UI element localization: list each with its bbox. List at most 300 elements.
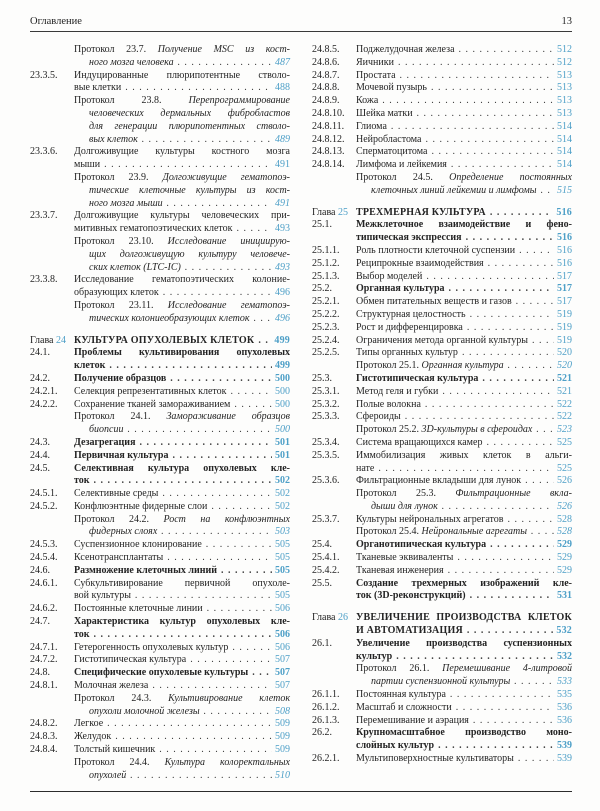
page-ref: 517	[557, 270, 572, 282]
dot-leader	[470, 309, 554, 322]
entry-number: 26.1.3.	[312, 714, 340, 726]
page-ref: 493	[275, 223, 290, 235]
dot-leader	[518, 753, 554, 766]
entry-text: Система вращающихся камер	[356, 436, 483, 448]
dot-leader	[456, 702, 554, 715]
page-ref: 505	[275, 590, 290, 602]
entry-text-line	[74, 463, 290, 476]
entry-text-line	[74, 706, 290, 719]
entry-text-line	[356, 625, 572, 638]
entry-text-line	[74, 552, 290, 565]
entry-text-line	[74, 514, 290, 527]
toc-item-entry	[312, 539, 572, 552]
entry-text-line	[356, 146, 572, 159]
entry-text: партии суспензионной культуры	[371, 676, 511, 688]
page-ref: 508	[275, 705, 290, 717]
toc-item-entry	[30, 274, 290, 300]
entry-text: Перемешивание и аэрация	[356, 714, 469, 726]
toc-protocol-entry	[30, 236, 290, 274]
entry-text: Долгоживущие культуры человеческих при-	[74, 210, 290, 222]
dot-leader	[531, 526, 554, 539]
entry-number: 25.2.3.	[312, 321, 340, 333]
entry-text-line	[74, 347, 290, 360]
protocol-prefix: Протокол 23.9.	[74, 171, 163, 183]
protocol-prefix: Протокол 25.3.	[356, 488, 456, 500]
toc-item-entry	[30, 450, 290, 463]
page-ref: 532	[557, 650, 572, 662]
page-ref: 505	[275, 564, 290, 576]
page-ref: 496	[275, 287, 290, 299]
entry-text-line	[74, 300, 290, 313]
page-ref: 528	[557, 513, 572, 525]
page-ref: 487	[275, 56, 290, 68]
entry-text-line	[74, 680, 290, 693]
entry-number: 26.1.	[312, 637, 332, 649]
page-ref: 529	[557, 564, 572, 576]
page-ref: 502	[275, 500, 290, 512]
page-ref: 493	[275, 261, 290, 273]
entry-text: Гетерогенность опухолевых культур	[74, 641, 229, 653]
page-ref: 505	[275, 539, 290, 551]
footer-rule	[30, 791, 572, 792]
dot-leader	[470, 590, 554, 603]
toc-columns	[30, 44, 572, 782]
page-ref: 509	[275, 731, 290, 743]
entry-text: Дезагрегация	[74, 436, 136, 448]
entry-text-line	[74, 159, 290, 172]
entry-text-line	[74, 108, 290, 121]
protocol-prefix: Протокол 24.2.	[74, 513, 164, 525]
entry-text-line	[356, 612, 572, 625]
entry-text: Органная культура	[356, 283, 445, 295]
entry-text-line	[74, 488, 290, 501]
entry-text-line	[356, 488, 572, 501]
toc-item-entry	[312, 82, 572, 95]
dot-leader	[448, 565, 554, 578]
toc-item-entry	[30, 210, 290, 236]
entry-text-line	[74, 185, 290, 198]
dot-leader	[159, 744, 272, 757]
chapter-number: 26	[338, 612, 348, 624]
entry-text-line	[74, 95, 290, 108]
entry-text-line	[74, 70, 290, 83]
entry-text: Протокол 24.3. Культивирование клеток	[74, 692, 290, 704]
entry-number: 25.3.7.	[312, 513, 340, 525]
page-ref: 529	[557, 552, 572, 564]
entry-text: Легкое	[74, 718, 104, 730]
toc-item-entry	[312, 245, 572, 258]
entry-text-line	[74, 134, 290, 147]
chapter-word: Глава	[312, 206, 338, 218]
entry-text-line	[356, 185, 572, 198]
entry-text-line	[74, 757, 290, 770]
entry-text-line	[74, 82, 290, 95]
entry-text-line	[74, 501, 290, 514]
entry-text-line	[74, 373, 290, 386]
entry-text-line	[356, 82, 572, 95]
toc-item-entry	[312, 689, 572, 702]
entry-text: Селекция репрезентативных клеток	[74, 385, 227, 397]
entry-text-line	[356, 715, 572, 728]
entry-number: 24.8.12.	[312, 133, 345, 145]
dot-leader	[185, 262, 272, 275]
entry-text-line	[74, 360, 290, 373]
entry-number: 23.3.5.	[30, 69, 58, 81]
entry-text: Обмен питательных веществ и газов	[356, 296, 512, 308]
entry-text: Структурная целостность	[356, 308, 466, 320]
toc-protocol-entry	[30, 172, 290, 210]
toc-item-entry	[312, 121, 572, 134]
entry-text: Увеличение производства суспензионных	[356, 637, 572, 649]
dot-leader	[486, 437, 554, 450]
toc-item-entry	[312, 335, 572, 348]
toc-item-entry	[30, 680, 290, 693]
page-ref: 509	[275, 718, 290, 730]
toc-protocol-entry	[312, 360, 572, 373]
entry-text-line	[356, 207, 572, 220]
chapter-number: 24	[56, 334, 66, 346]
entry-number: 24.2.2.	[30, 398, 58, 410]
entry-text-line	[356, 463, 572, 476]
dot-leader	[162, 488, 272, 501]
entry-text-line	[74, 287, 290, 300]
entry-number: 24.8.9.	[312, 95, 340, 107]
dot-leader	[451, 159, 554, 172]
entry-number: 23.3.6.	[30, 146, 58, 158]
entry-text-line	[74, 411, 290, 424]
chapter-label	[312, 612, 348, 625]
dot-leader	[425, 134, 554, 147]
entry-text: Проблемы культивирования опухолевых	[74, 347, 290, 359]
entry-text: ного мозга мыши	[89, 197, 163, 209]
page-ref: 519	[557, 308, 572, 320]
entry-text: клеток	[74, 360, 106, 372]
entry-text-line	[356, 360, 572, 373]
page-ref: 502	[275, 488, 290, 500]
entry-text: Протокол 23.8. Перепрограммирование	[74, 95, 290, 107]
entry-text: Толстый кишечник	[74, 744, 156, 756]
entry-text: Выбор моделей	[356, 270, 423, 282]
toc-item-entry	[30, 463, 290, 489]
page-ref: 526	[557, 475, 572, 487]
page-ref: 528	[557, 526, 572, 538]
toc-item-entry	[312, 514, 572, 527]
entry-text-line	[356, 450, 572, 463]
toc-item-entry	[312, 715, 572, 728]
toc-item-entry	[312, 347, 572, 360]
dot-leader	[254, 313, 272, 326]
entry-text-line	[74, 744, 290, 757]
entry-text-line	[74, 210, 290, 223]
page-ref: 501	[275, 449, 290, 461]
dot-leader	[190, 654, 272, 667]
entry-text: Субкультивирование первичной опухоле-	[74, 577, 290, 589]
page-ref: 521	[557, 385, 572, 397]
entry-text-line	[356, 651, 572, 664]
entry-text: Полые волокна	[356, 398, 421, 410]
entry-number: 25.1.	[312, 219, 332, 231]
page-ref: 539	[557, 740, 572, 752]
entry-number: 24.7.2.	[30, 654, 58, 666]
dot-leader	[442, 386, 554, 399]
toc-item-entry	[312, 70, 572, 83]
dot-leader	[206, 539, 272, 552]
entry-number: 25.3.1.	[312, 385, 340, 397]
toc-item-entry	[30, 501, 290, 514]
dot-leader	[172, 450, 272, 463]
dot-leader	[532, 335, 554, 348]
page-ref: 523	[557, 424, 572, 436]
entry-number: 24.6.	[30, 564, 50, 576]
entry-text-line	[356, 159, 572, 172]
entry-text-line	[356, 539, 572, 552]
dot-leader	[115, 731, 272, 744]
page-ref: 501	[275, 436, 290, 448]
dot-leader	[467, 322, 554, 335]
entry-text-line	[356, 309, 572, 322]
entry-text: фидерных слоях	[89, 526, 158, 538]
page-ref: 529	[557, 539, 572, 551]
entry-text: Желудок	[74, 731, 112, 743]
toc-item-entry	[312, 134, 572, 147]
entry-number: 26.1.1.	[312, 689, 340, 701]
dot-leader	[104, 159, 272, 172]
entry-text: Постоянная культура	[356, 689, 446, 701]
toc-protocol-entry	[312, 488, 572, 514]
dot-leader	[541, 185, 554, 198]
entry-text: Селективная культура опухолевых кле-	[74, 462, 290, 474]
dot-leader	[536, 424, 554, 437]
entry-text: Ксенотрансплантаты	[74, 552, 164, 564]
entry-text: щих долгоживущую культуру человече-	[89, 248, 290, 260]
toc-item-entry	[30, 488, 290, 501]
entry-text: Гистотипическая культура	[74, 654, 187, 666]
dot-leader	[207, 603, 272, 616]
entry-number: 25.1.1.	[312, 244, 340, 256]
page-header	[30, 15, 572, 32]
entry-text-line	[74, 121, 290, 134]
dot-leader	[378, 463, 554, 476]
entry-text: Исследование гематопоэтических колоние-	[74, 274, 290, 286]
dot-leader	[178, 57, 272, 70]
entry-number: 25.4.2.	[312, 564, 340, 576]
entry-text: Глиома	[356, 120, 387, 132]
entry-text: Мочевой пузырь	[356, 82, 427, 94]
entry-number: 25.1.2.	[312, 257, 340, 269]
dot-leader	[400, 70, 554, 83]
toc-item-entry	[312, 578, 572, 604]
entry-text: Конфлюэнтные фидерные слои	[74, 500, 208, 512]
dot-leader	[127, 424, 272, 437]
dot-leader	[466, 232, 554, 245]
dot-leader	[462, 347, 554, 360]
entry-text: Лимфома и лейкемия	[356, 159, 447, 171]
entry-text: Протокол 24.1. Замораживание образцов	[74, 411, 290, 423]
entry-text-line	[74, 718, 290, 731]
entry-text: слойных культур	[356, 740, 435, 752]
toc-column-left	[30, 44, 290, 782]
entry-number: 24.8.	[30, 667, 50, 679]
toc-item-entry	[312, 411, 572, 424]
entry-number: 25.2.	[312, 283, 332, 295]
entry-number: 24.2.1.	[30, 385, 58, 397]
entry-text-line	[74, 198, 290, 211]
entry-text-line	[74, 693, 290, 706]
entry-text-line	[74, 590, 290, 603]
entry-text: Метод геля и губки	[356, 385, 439, 397]
entry-text: Протокол 26.1. Перемешивание 4-литровой	[356, 663, 572, 675]
page-ref: 500	[275, 398, 290, 410]
entry-text: Поджелудочная железа	[356, 44, 455, 55]
entry-number: 24.8.14.	[312, 159, 345, 171]
entry-number: 24.5.4.	[30, 552, 58, 564]
entry-text: опухолей	[89, 769, 127, 781]
entry-text-line	[74, 386, 290, 399]
entry-text: УВЕЛИЧЕНИЕ ПРОИЗВОДСТВА КЛЕТОК	[356, 612, 572, 624]
entry-text-line	[74, 399, 290, 412]
toc-item-entry	[312, 565, 572, 578]
toc-protocol-entry	[312, 526, 572, 539]
entry-text: культур	[356, 650, 393, 662]
entry-text-line	[356, 134, 572, 147]
dot-leader	[204, 706, 272, 719]
entry-text: нате	[356, 462, 375, 474]
chapter-word: Глава	[312, 612, 338, 624]
entry-text: Органотипическая культура	[356, 539, 487, 551]
entry-number: 25.3.2.	[312, 398, 340, 410]
entry-text: Простата	[356, 69, 396, 81]
page-ref: 531	[557, 590, 572, 602]
entry-text: ТРЕХМЕРНАЯ КУЛЬТУРА	[356, 206, 486, 218]
entry-text-line	[356, 411, 572, 424]
toc-item-entry	[312, 552, 572, 565]
page-ref: 510	[275, 769, 290, 781]
entry-text-line	[356, 172, 572, 185]
entry-number: 24.8.6.	[312, 56, 340, 68]
toc-item-entry	[312, 386, 572, 399]
toc-protocol-entry	[30, 300, 290, 326]
toc-item-entry	[312, 727, 572, 753]
page-ref: 513	[557, 82, 572, 94]
entry-text-line	[356, 108, 572, 121]
toc-item-entry	[312, 159, 572, 172]
chapter-label	[30, 335, 66, 348]
toc-item-entry	[312, 95, 572, 108]
entry-text-line	[356, 740, 572, 753]
page-ref: 519	[557, 334, 572, 346]
toc-item-entry	[30, 616, 290, 642]
page-ref: 533	[557, 676, 572, 688]
page-ref: 500	[275, 372, 290, 384]
page-ref: 506	[275, 628, 290, 640]
entry-text: Создание трехмерных изображений кле-	[356, 577, 572, 589]
entry-text-line	[356, 514, 572, 527]
toc-item-entry	[30, 347, 290, 373]
entry-text-line	[74, 565, 290, 578]
entry-text: ток	[74, 628, 90, 640]
dot-leader	[107, 718, 272, 731]
toc-item-entry	[312, 296, 572, 309]
toc-protocol-entry	[30, 95, 290, 146]
entry-text: Протокол 25.3. Фильтрационные вкла-	[356, 488, 572, 500]
dot-leader	[490, 207, 554, 220]
page-ref: 516	[557, 232, 572, 244]
entry-number: 24.3.	[30, 436, 50, 448]
page-ref: 509	[275, 744, 290, 756]
entry-text: Шейка матки	[356, 107, 413, 119]
dot-leader	[94, 475, 272, 488]
entry-number: 24.8.8.	[312, 82, 340, 94]
protocol-prefix: Протокол 23.7.	[74, 44, 158, 55]
entry-number: 24.6.2.	[30, 603, 58, 615]
entry-text: Иммобилизация живых клеток в альги-	[356, 449, 572, 461]
entry-text-line	[74, 274, 290, 287]
dot-leader	[431, 82, 554, 95]
entry-text: ских клеток (LTC-IC)	[89, 261, 181, 273]
dot-leader	[211, 501, 272, 514]
dot-leader	[221, 565, 272, 578]
toc-item-entry	[30, 70, 290, 96]
entry-number: 24.8.10.	[312, 107, 345, 119]
dot-leader	[467, 625, 554, 638]
entry-text-line	[74, 313, 290, 326]
dot-leader	[125, 82, 272, 95]
dot-leader	[396, 651, 554, 664]
entry-text-line	[74, 262, 290, 275]
entry-text-line	[74, 770, 290, 783]
toc-item-entry	[312, 258, 572, 271]
toc-item-entry	[312, 108, 572, 121]
entry-text-line	[74, 578, 290, 591]
entry-text-line	[74, 616, 290, 629]
entry-text-line	[356, 258, 572, 271]
entry-text: Сперматоцитома	[356, 146, 428, 158]
entry-text-line	[74, 526, 290, 539]
toc-protocol-entry	[312, 172, 572, 198]
entry-text-line	[74, 654, 290, 667]
toc-item-entry	[312, 437, 572, 450]
entry-text: Сфероиды	[356, 411, 401, 423]
entry-text: Протокол 25.1. Органная культура	[356, 360, 504, 372]
toc-item-entry	[30, 642, 290, 655]
page-ref: 514	[557, 159, 572, 171]
dot-leader	[109, 360, 272, 373]
toc-chapter-entry	[312, 612, 572, 638]
entry-number: 24.5.1.	[30, 488, 58, 500]
page-ref: 512	[557, 44, 572, 55]
dot-leader	[130, 770, 272, 783]
toc-item-entry	[30, 744, 290, 757]
entry-text-line	[356, 335, 572, 348]
entry-text-line	[74, 172, 290, 185]
dot-leader	[139, 437, 272, 450]
protocol-prefix: Протокол 24.5.	[356, 171, 450, 183]
dot-leader	[232, 642, 272, 655]
entry-text: Гистотипическая культура	[356, 372, 479, 384]
entry-number: 26.2.	[312, 727, 332, 739]
toc-item-entry	[30, 654, 290, 667]
page-ref: 503	[275, 526, 290, 538]
toc-item-entry	[30, 578, 290, 604]
entry-text-line	[356, 219, 572, 232]
dot-leader	[161, 526, 272, 539]
entry-text: Характеристика культур опухолевых кле-	[74, 616, 290, 628]
entry-number: 24.8.11.	[312, 120, 345, 132]
entry-number: 25.2.4.	[312, 334, 340, 346]
entry-text-line	[356, 245, 572, 258]
dot-leader	[237, 223, 272, 236]
dot-leader	[163, 287, 272, 300]
